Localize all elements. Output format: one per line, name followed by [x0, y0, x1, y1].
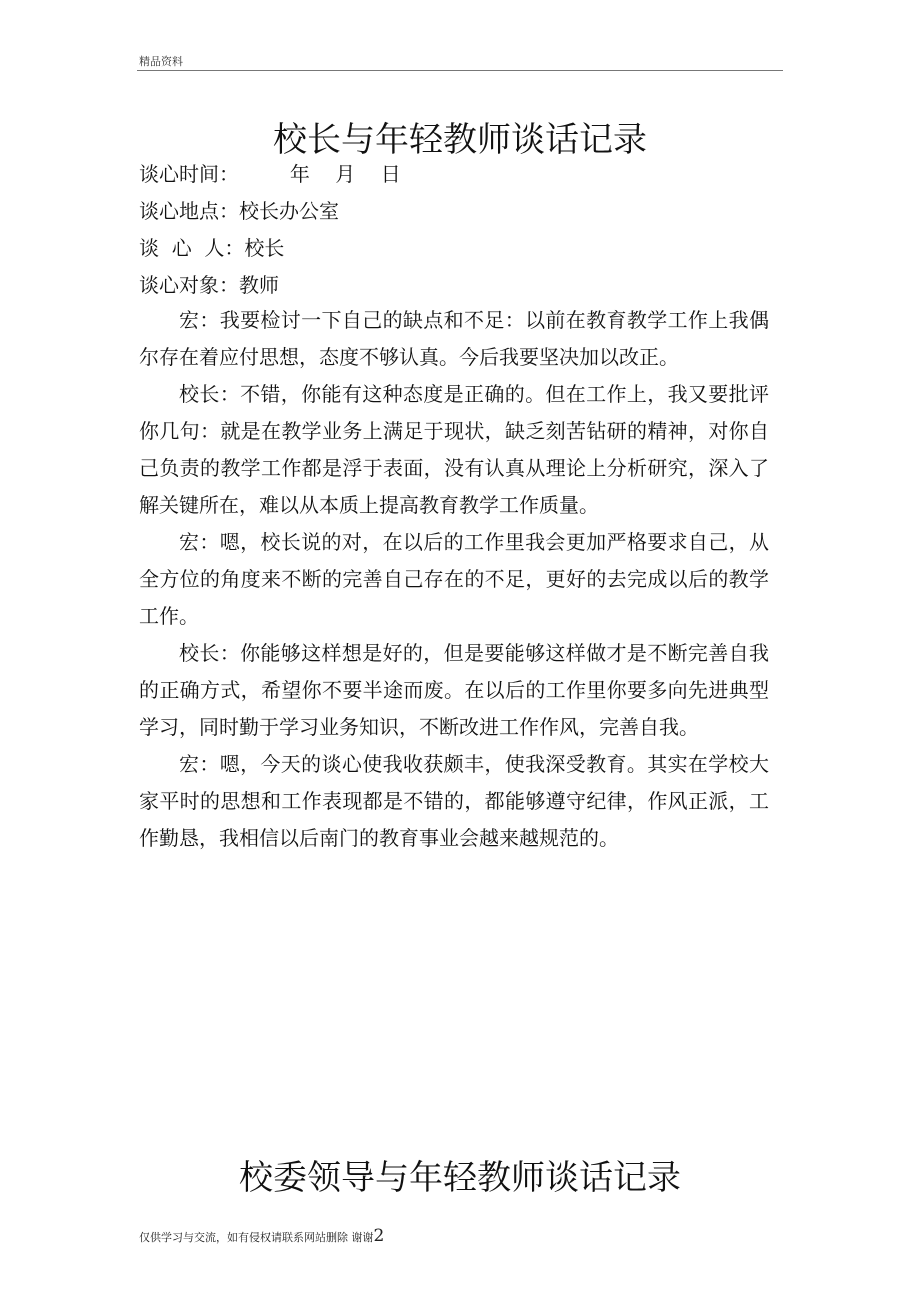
meeting-place: 谈心地点：校长办公室 — [139, 199, 339, 223]
document-title: 校长与年轻教师谈话记录 — [273, 120, 647, 160]
meeting-speaker: 谈 心 人：校长 — [139, 236, 285, 260]
page-number: 2 — [373, 1226, 385, 1246]
meeting-info — [139, 156, 779, 304]
paragraph: 校长：不错，你能有这种态度是正确的。但在工作上，我又要批评你几句：就是在教学业务上满足于现状，缺乏刻苦钻研的精神，对你自己负责的教学工作都是浮于表面，没有认真从理论上分析研究，深入了解关键所在，难以从本质上提高教育教学工作质量。 — [139, 382, 769, 517]
meeting-target: 谈心对象：教师 — [139, 273, 279, 297]
paragraph: 宏：我要检讨一下自己的缺点和不足：以前在教育教学工作上我偶尔存在着应付思想，态度不够认真。今后我要坚决加以改正。 — [139, 308, 769, 369]
paragraph: 校长：你能够这样想是好的，但是要能够这样做才是不断完善自我的正确方式，希望你不要半途而废。在以后的工作里你要多向先进典型学习，同时勤于学习业务知识，不断改进工作作风，完善自我。 — [139, 641, 769, 739]
meeting-time: 谈心时间： 年 月 日 — [139, 162, 401, 186]
paragraph: 宏：嗯，校长说的对，在以后的工作里我会更加严格要求自己，从全方位的角度来不断的完善自己存在的不足，更好的去完成以后的教学工作。 — [139, 530, 769, 628]
second-document-title: 校委领导与年轻教师谈话记录 — [239, 1158, 681, 1198]
page-footer — [139, 1226, 384, 1246]
footer-notice: 仅供学习与交流，如有侵权请联系网站删除 谢谢 — [139, 1231, 374, 1244]
paragraph: 宏：嗯，今天的谈心使我收获颇丰，使我深受教育。其实在学校大家平时的思想和工作表现都是不错的，都能够遵守纪律，作风正派，工作勤恳，我相信以后南门的教育事业会越来越规范的。 — [139, 752, 769, 850]
header-label: 精品资料 — [139, 55, 183, 68]
conversation-body — [139, 302, 769, 857]
header-divider — [137, 70, 783, 71]
